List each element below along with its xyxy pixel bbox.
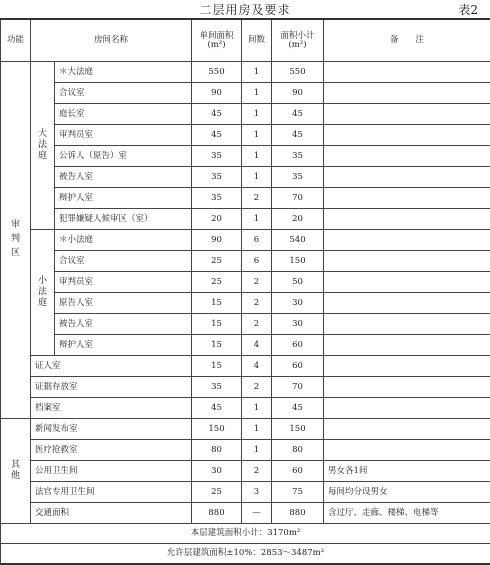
room-count: 2 xyxy=(242,377,272,398)
room-name: 辩护人室 xyxy=(55,188,192,209)
room-name: 档案室 xyxy=(31,398,192,419)
area-subtotal: 45 xyxy=(272,125,324,146)
unit-area: 35 xyxy=(192,377,242,398)
room-count: 2 xyxy=(242,293,272,314)
table-row xyxy=(1,146,490,167)
room-name: 被告人室 xyxy=(55,314,192,335)
floor-area-total: 本层建筑面积小计：3170m² xyxy=(1,524,490,544)
unit-area: 30 xyxy=(192,461,242,482)
table-row xyxy=(1,419,490,440)
room-name: 辩护人室 xyxy=(55,335,192,356)
room-note xyxy=(324,251,490,272)
room-note: 男女各1间 xyxy=(324,461,490,482)
room-count: 1 xyxy=(242,125,272,146)
table-row xyxy=(1,398,490,419)
room-requirements-table xyxy=(0,18,490,565)
room-note: 每间均分设男女 xyxy=(324,482,490,503)
table-row xyxy=(1,356,490,377)
header-row xyxy=(1,19,490,62)
room-name: 合议室 xyxy=(55,251,192,272)
room-name: 审判员室 xyxy=(55,272,192,293)
room-count: 1 xyxy=(242,83,272,104)
header-room-name: 房间名称 xyxy=(31,19,192,62)
room-note xyxy=(324,209,490,230)
unit-area: 90 xyxy=(192,83,242,104)
unit-area: 35 xyxy=(192,146,242,167)
room-note xyxy=(324,146,490,167)
group-other: 其 他 xyxy=(1,419,31,524)
area-subtotal: 30 xyxy=(272,293,324,314)
area-subtotal: 550 xyxy=(272,62,324,83)
room-count: 1 xyxy=(242,419,272,440)
unit-area: 25 xyxy=(192,251,242,272)
table-row xyxy=(1,104,490,125)
total-row xyxy=(1,524,490,544)
area-subtotal: 75 xyxy=(272,482,324,503)
area-subtotal: 70 xyxy=(272,188,324,209)
area-subtotal: 540 xyxy=(272,230,324,251)
allowed-row xyxy=(1,544,490,564)
unit-area: 15 xyxy=(192,356,242,377)
room-count: 1 xyxy=(242,104,272,125)
room-note xyxy=(324,104,490,125)
table-row xyxy=(1,62,490,83)
room-note xyxy=(324,377,490,398)
room-note xyxy=(324,188,490,209)
room-name: 证据存放室 xyxy=(31,377,192,398)
area-subtotal: 50 xyxy=(272,272,324,293)
unit-area: 150 xyxy=(192,419,242,440)
unit-area: 20 xyxy=(192,209,242,230)
table-caption xyxy=(0,0,490,20)
group-trial-area: 审 判 区 xyxy=(1,62,31,419)
unit-area: 35 xyxy=(192,167,242,188)
room-note xyxy=(324,335,490,356)
table-row xyxy=(1,440,490,461)
room-name: 合议室 xyxy=(55,83,192,104)
room-note: 含过厅、走廊、楼梯、电梯等 xyxy=(324,503,490,524)
table-row xyxy=(1,125,490,146)
room-count: 6 xyxy=(242,251,272,272)
room-note xyxy=(324,398,490,419)
unit-area: 90 xyxy=(192,230,242,251)
room-note xyxy=(324,167,490,188)
room-name: 原告人室 xyxy=(55,293,192,314)
unit-area: 45 xyxy=(192,125,242,146)
room-name: 被告人室 xyxy=(55,167,192,188)
header-notes: 备 注 xyxy=(324,19,490,62)
table-row xyxy=(1,167,490,188)
table-row xyxy=(1,293,490,314)
area-subtotal: 45 xyxy=(272,104,324,125)
unit-area: 45 xyxy=(192,398,242,419)
area-subtotal: 20 xyxy=(272,209,324,230)
header-subtotal: 面积小计 (m²) xyxy=(272,19,324,62)
unit-area: 15 xyxy=(192,335,242,356)
room-count: 1 xyxy=(242,146,272,167)
header-unit-area: 单间面积 (m²) xyxy=(192,19,242,62)
header-count: 间数 xyxy=(242,19,272,62)
header-function: 功能 xyxy=(1,19,31,62)
room-note xyxy=(324,440,490,461)
unit-area: 15 xyxy=(192,293,242,314)
room-count: 2 xyxy=(242,314,272,335)
unit-area: 15 xyxy=(192,314,242,335)
table-row xyxy=(1,503,490,524)
room-count: 4 xyxy=(242,335,272,356)
area-subtotal: 30 xyxy=(272,314,324,335)
unit-area: 35 xyxy=(192,188,242,209)
area-subtotal: 35 xyxy=(272,167,324,188)
area-subtotal: 45 xyxy=(272,398,324,419)
room-count: 4 xyxy=(242,356,272,377)
room-note xyxy=(324,230,490,251)
table-row xyxy=(1,272,490,293)
room-name: 交通面积 xyxy=(31,503,192,524)
table-row xyxy=(1,377,490,398)
group-small-court: 小 法 庭 xyxy=(31,230,55,356)
room-name: 法官专用卫生间 xyxy=(31,482,192,503)
room-note xyxy=(324,419,490,440)
room-count: 1 xyxy=(242,398,272,419)
table-row xyxy=(1,209,490,230)
unit-area: 550 xyxy=(192,62,242,83)
room-note xyxy=(324,293,490,314)
group-large-court: 大 法 庭 xyxy=(31,62,55,230)
table-title: 二层用房及要求 xyxy=(0,1,490,18)
area-subtotal: 60 xyxy=(272,335,324,356)
area-subtotal: 150 xyxy=(272,419,324,440)
room-name: ＊小法庭 xyxy=(55,230,192,251)
area-subtotal: 150 xyxy=(272,251,324,272)
unit-area: 25 xyxy=(192,482,242,503)
table-row xyxy=(1,314,490,335)
room-name: 公诉人（原告）室 xyxy=(55,146,192,167)
table-row xyxy=(1,251,490,272)
room-count: 1 xyxy=(242,62,272,83)
area-subtotal: 70 xyxy=(272,377,324,398)
room-count: 1 xyxy=(242,440,272,461)
unit-area: 880 xyxy=(192,503,242,524)
table-row xyxy=(1,83,490,104)
room-note xyxy=(324,125,490,146)
room-count: — xyxy=(242,503,272,524)
room-name: 证人室 xyxy=(31,356,192,377)
room-count: 1 xyxy=(242,209,272,230)
area-subtotal: 880 xyxy=(272,503,324,524)
unit-area: 45 xyxy=(192,104,242,125)
room-name: 庭长室 xyxy=(55,104,192,125)
unit-area: 80 xyxy=(192,440,242,461)
room-count: 1 xyxy=(242,167,272,188)
area-subtotal: 60 xyxy=(272,356,324,377)
allowed-area-range: 允许层建筑面积±10%：2853～3487m² xyxy=(1,544,490,564)
table-row xyxy=(1,461,490,482)
room-count: 2 xyxy=(242,461,272,482)
room-note xyxy=(324,356,490,377)
room-name: 审判员室 xyxy=(55,125,192,146)
room-count: 2 xyxy=(242,188,272,209)
table-row xyxy=(1,230,490,251)
room-count: 2 xyxy=(242,272,272,293)
room-name: 犯罪嫌疑人候审区（室） xyxy=(55,209,192,230)
room-note xyxy=(324,62,490,83)
room-name: 医疗抢救室 xyxy=(31,440,192,461)
area-subtotal: 90 xyxy=(272,83,324,104)
room-note xyxy=(324,272,490,293)
table-row xyxy=(1,188,490,209)
room-count: 3 xyxy=(242,482,272,503)
room-count: 6 xyxy=(242,230,272,251)
room-name: 新闻发布室 xyxy=(31,419,192,440)
table-row xyxy=(1,335,490,356)
room-name: 公用卫生间 xyxy=(31,461,192,482)
room-note xyxy=(324,83,490,104)
room-name: ＊大法庭 xyxy=(55,62,192,83)
area-subtotal: 35 xyxy=(272,146,324,167)
area-subtotal: 60 xyxy=(272,461,324,482)
room-note xyxy=(324,314,490,335)
table-row xyxy=(1,482,490,503)
unit-area: 25 xyxy=(192,272,242,293)
table-number: 表2 xyxy=(458,1,478,18)
area-subtotal: 80 xyxy=(272,440,324,461)
